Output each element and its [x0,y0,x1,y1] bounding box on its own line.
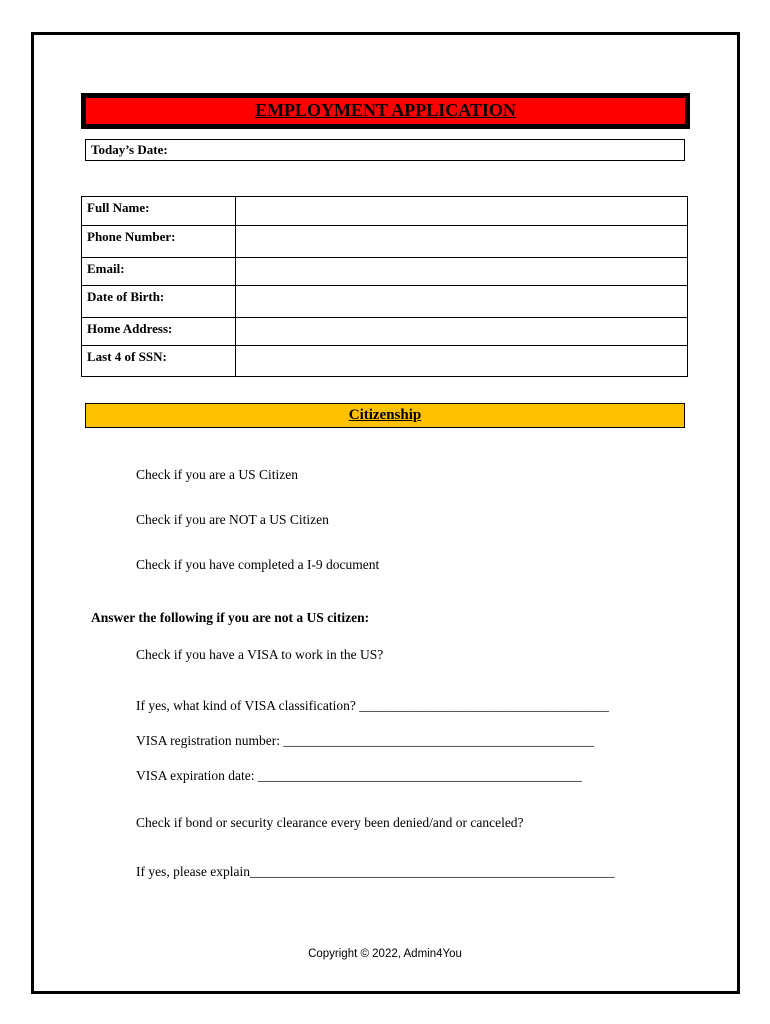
todays-date-label: Today’s Date: [91,142,168,157]
email-field[interactable] [236,258,688,286]
table-row [82,346,688,377]
citizenship-banner [85,403,685,428]
date-of-birth-label: Date of Birth: [82,286,236,318]
home-address-label: Home Address: [82,318,236,346]
us-citizen-check[interactable]: Check if you are a US Citizen [136,467,298,482]
i9-completed-check[interactable]: Check if you have completed a I-9 document [136,557,380,572]
email-label: Email: [82,258,236,286]
todays-date-field[interactable] [85,139,685,161]
visa-expiration-field[interactable]: VISA expiration date: ________________________________________________ [136,768,582,783]
copyright-footer: Copyright © 2022, Admin4You [308,948,462,960]
table-row [82,318,688,346]
explain-field[interactable]: If yes, please explain______________________________________________________ [136,864,615,879]
bond-clearance-check[interactable]: Check if bond or security clearance every been denied/and or canceled? [136,815,524,830]
citizenship-header: Citizenship [348,407,422,423]
personal-info-table [81,196,688,377]
phone-number-label: Phone Number: [82,226,236,258]
visa-classification-field[interactable]: If yes, what kind of VISA classification? _____________________________________ [136,698,609,713]
non-citizen-heading: Answer the following if you are not a US citizen: [91,610,370,625]
full-name-field[interactable] [236,197,688,226]
phone-number-field[interactable] [236,226,688,258]
table-row [82,258,688,286]
table-row [82,197,688,226]
table-row [82,286,688,318]
not-us-citizen-check[interactable]: Check if you are NOT a US Citizen [136,512,329,527]
visa-registration-field[interactable]: VISA registration number: ______________________________________________ [136,733,594,748]
table-row [82,226,688,258]
ssn-field[interactable] [236,346,688,377]
ssn-label: Last 4 of SSN: [82,346,236,377]
page-title: EMPLOYMENT APPLICATION [255,100,516,120]
home-address-field[interactable] [236,318,688,346]
date-of-birth-field[interactable] [236,286,688,318]
title-banner [81,93,690,129]
visa-check[interactable]: Check if you have a VISA to work in the US? [136,647,384,662]
full-name-label: Full Name: [82,197,236,226]
